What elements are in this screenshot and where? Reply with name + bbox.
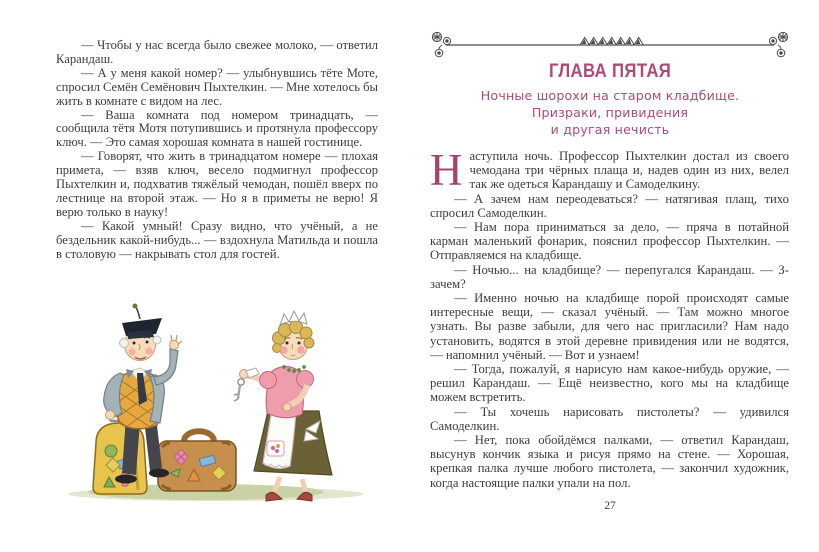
subtitle-line: Призраки, привидения bbox=[531, 105, 689, 120]
chapter-title-text: ГЛАВА ПЯТАЯ bbox=[548, 60, 672, 82]
corner-flourish-icon bbox=[769, 32, 788, 57]
paragraph bbox=[430, 145, 789, 195]
paragraph: — А у меня какой номер? — улыбнувшись тёте Моте, спросил Семён Семёнович Пыхтелкин. — Мне хотелось бы жить в комнате с видом на лес. bbox=[56, 65, 379, 108]
paragraph: — Нам пора приниматься за дело, — пряча в потайной карман маленький фонарик, пояснил профессор Пыхтелкин. — Отправляемся на кладбище. bbox=[430, 220, 789, 263]
paragraph: — А зачем нам переодеваться? — натягивая плащ, тихо спросил Самоделкин. bbox=[430, 191, 789, 220]
paragraph: — Какой умный! Сразу видно, что учёный, а не бездельник какой-нибудь... — вздохнула Матильда и пошла в столовую — накрывать стол для гостей. bbox=[56, 218, 378, 261]
paragraph: — Ты хочешь нарисовать пистолеты? — удивился Самоделкин. bbox=[430, 404, 789, 433]
story-illustration bbox=[66, 281, 370, 525]
paragraph: — Ночью... на кладбище? — перепугался Карандаш. — З-зачем? bbox=[430, 262, 789, 291]
zigzag-triangles-icon bbox=[580, 38, 643, 46]
paragraph: — Именно ночью на кладбище порой происходят самые интересные вещи, — сказал учёный. — Там можно многое узнать. Вы разве забыли, для чего нас пригласили? Нам надо установить, водятся в этой деревне привидения или не водятся, — напомнил учёный. — Вот и узнаем! bbox=[430, 291, 789, 362]
page-number: 27 bbox=[604, 500, 616, 512]
left-page-text bbox=[56, 39, 378, 262]
chapter-ornament-rule bbox=[428, 28, 792, 64]
paragraph: — Тогда, пожалуй, я нарисую нам какое-нибудь оружие, — решил Карандаш. — Ещё неизвестно, кого мы на кладбище можем встретить. bbox=[430, 362, 789, 405]
paragraph: — Чтобы у нас всегда было свежее молоко, — ответил Карандаш. bbox=[56, 38, 378, 66]
paragraph: — Нет, пока обойдёмся палками, — ответил Карандаш, высунув кончик языка и рисуя прямо на стене. — Хорошая, крепкая палка лучше любого пистолета, — закончил художник, когда настоящие палки упали на пол. bbox=[430, 433, 789, 490]
paragraph: — Ваша комната под номером тринадцать, — сообщила тётя Мотя потупившись и протянула профессору ключ. — Это самая хорошая комната в нашей гостинице. bbox=[56, 107, 378, 150]
brown-suitcase bbox=[158, 431, 236, 491]
chapter-subtitle bbox=[430, 87, 790, 138]
corner-flourish-icon bbox=[432, 32, 451, 57]
drop-cap: Н bbox=[430, 145, 463, 195]
hostess-figure bbox=[234, 311, 332, 501]
paragraph: — Говорят, что жить в тринадцатом номере — плохая примета, — взяв ключ, весело подмигнул профессор Пыхтелкин и, подхватив тяжёлый чемодан, пошёл вверх по лестнице на второй этаж. — Но я в приметы не верю! Я верю только в науку! bbox=[56, 149, 378, 219]
subtitle-line: Ночные шорохи на старом кладбище. bbox=[480, 88, 740, 103]
subtitle-line: и другая нечисть bbox=[550, 122, 670, 137]
right-page-text bbox=[430, 145, 789, 490]
chapter-title bbox=[430, 60, 790, 83]
opening-text: аступила ночь. Профессор Пыхтелкин достал из своего чемодана три чёрных плаща и, надев один из них, велел так же одеться Карандашу и Самоделкину. bbox=[469, 149, 789, 192]
